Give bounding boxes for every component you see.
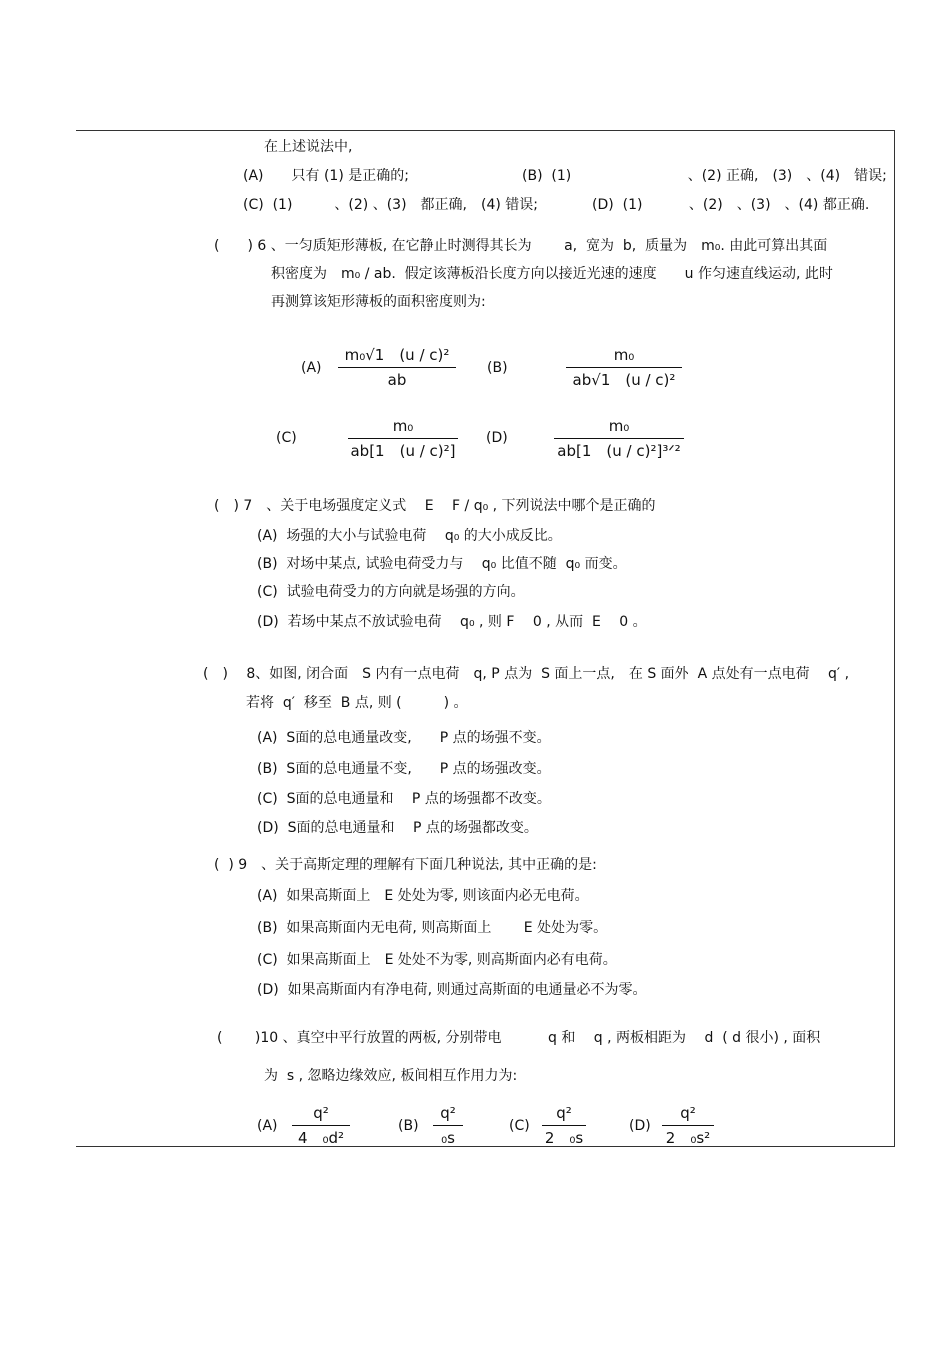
q10-option-b-denominator: ₀s <box>441 1129 455 1147</box>
q9-option-d: (D) 如果高斯面内有净电荷, 则通过高斯面的电通量必不为零。 <box>257 982 647 998</box>
fraction-bar <box>554 438 684 439</box>
q8-option-b: (B) S面的总电通量不变, P 点的场强改变。 <box>257 761 551 777</box>
q10-option-d-denominator: 2 ₀s² <box>665 1129 711 1147</box>
q6-option-c-label: (C) <box>276 430 297 446</box>
q6-option-a-formula <box>338 345 456 390</box>
fraction-bar <box>566 367 682 368</box>
q8-option-d: (D) S面的总电通量和 P 点的场强都改变。 <box>257 820 538 836</box>
fraction-bar <box>348 438 458 439</box>
q6-line3: 再测算该矩形薄板的面积密度则为: <box>271 294 486 310</box>
q10-option-d-formula <box>662 1103 714 1148</box>
q6-option-d-numerator: m₀ <box>608 417 630 435</box>
q10-option-d-numerator: q² <box>680 1104 696 1122</box>
q10-line1: ( )10 、真空中平行放置的两板, 分别带电 q 和 q , 两板相距为 d ( d 很小) , 面积 <box>217 1030 821 1046</box>
q6-option-a-denominator: ab <box>387 371 407 389</box>
q9-option-a: (A) 如果高斯面上 E 处处为零, 则该面内必无电荷。 <box>257 888 589 904</box>
q6-option-d-denominator: ab[1 (u / c)²]³ᐟ² <box>557 442 681 460</box>
q5-option-d: (D) (1) 、(2) 、(3) 、(4) 都正确. <box>592 197 870 213</box>
q6-option-b-numerator: m₀ <box>613 346 635 364</box>
q7-option-a: (A) 场强的大小与试验电荷 q₀ 的大小成反比。 <box>257 528 562 544</box>
q10-option-d-label: (D) <box>629 1118 651 1134</box>
q5-option-c: (C) (1) 、(2) 、(3) 都正确, (4) 错误; <box>243 197 538 213</box>
fraction-bar <box>542 1125 586 1126</box>
q10-option-a-label: (A) <box>257 1118 278 1134</box>
q10-option-b-numerator: q² <box>440 1104 456 1122</box>
q10-option-c-label: (C) <box>509 1118 530 1134</box>
q7-option-c: (C) 试验电荷受力的方向就是场强的方向。 <box>257 584 525 600</box>
q10-option-a-numerator: q² <box>313 1104 329 1122</box>
q6-line1: ( ) 6 、一匀质矩形薄板, 在它静止时测得其长为 a, 宽为 b, 质量为 m₀. 由此可算出其面 <box>214 238 828 254</box>
fraction-bar <box>338 367 456 368</box>
q8-line2: 若将 q′ 移至 B 点, 则 ( ) 。 <box>246 695 468 711</box>
q10-option-c-formula <box>542 1103 586 1148</box>
q8-option-a: (A) S面的总电通量改变, P 点的场强不变。 <box>257 730 551 746</box>
q10-option-a-denominator: 4 ₀d² <box>297 1129 345 1147</box>
q10-option-b-formula <box>433 1103 463 1148</box>
q9-option-c: (C) 如果高斯面上 E 处处不为零, 则高斯面内必有电荷。 <box>257 952 617 968</box>
q10-option-a-formula <box>292 1103 350 1148</box>
q10-line2: 为 s , 忽略边缘效应, 板间相互作用力为: <box>264 1068 518 1084</box>
q7-line1: ( ) 7 、关于电场强度定义式 E F / q₀ , 下列说法中哪个是正确的 <box>214 498 656 514</box>
q6-option-a-label: (A) <box>301 360 322 376</box>
q6-option-b-denominator: ab√1 (u / c)² <box>572 371 676 389</box>
q6-option-c-numerator: m₀ <box>392 417 414 435</box>
q9-line1: ( ) 9 、关于高斯定理的理解有下面几种说法, 其中正确的是: <box>214 857 597 873</box>
q10-option-c-denominator: 2 ₀s <box>544 1129 584 1147</box>
fraction-bar <box>662 1125 714 1126</box>
q6-option-b-formula <box>566 345 682 390</box>
q5-option-a: (A) 只有 (1) 是正确的; <box>243 168 409 184</box>
q6-option-a-numerator: m₀√1 (u / c)² <box>344 346 450 364</box>
q9-option-b: (B) 如果高斯面内无电荷, 则高斯面上 E 处处为零。 <box>257 920 608 936</box>
q6-option-c-formula <box>348 416 458 461</box>
q6-option-d-label: (D) <box>486 430 508 446</box>
q8-line1: ( ) 8、如图, 闭合面 S 内有一点电荷 q, P 点为 S 面上一点, 在 S 面外 A 点处有一点电荷 q′ , <box>203 666 850 682</box>
q6-line2: 积密度为 m₀ / ab. 假定该薄板沿长度方向以接近光速的速度 u 作匀速直线运动, 此时 <box>271 266 833 282</box>
q6-option-b-label: (B) <box>487 360 508 376</box>
fraction-bar <box>433 1125 463 1126</box>
q8-option-c: (C) S面的总电通量和 P 点的场强都不改变。 <box>257 791 551 807</box>
q6-option-d-formula <box>554 416 684 461</box>
q7-option-d: (D) 若场中某点不放试验电荷 q₀ , 则 F 0 , 从而 E 0 。 <box>257 614 647 630</box>
q5-intro: 在上述说法中, <box>264 139 353 155</box>
q7-option-b: (B) 对场中某点, 试验电荷受力与 q₀ 比值不随 q₀ 而变。 <box>257 556 627 572</box>
q6-option-c-denominator: ab[1 (u / c)²] <box>350 442 456 460</box>
q10-option-b-label: (B) <box>398 1118 419 1134</box>
q5-option-b: (B) (1) 、(2) 正确, (3) 、(4) 错误; <box>522 168 887 184</box>
q10-option-c-numerator: q² <box>556 1104 572 1122</box>
fraction-bar <box>292 1125 350 1126</box>
